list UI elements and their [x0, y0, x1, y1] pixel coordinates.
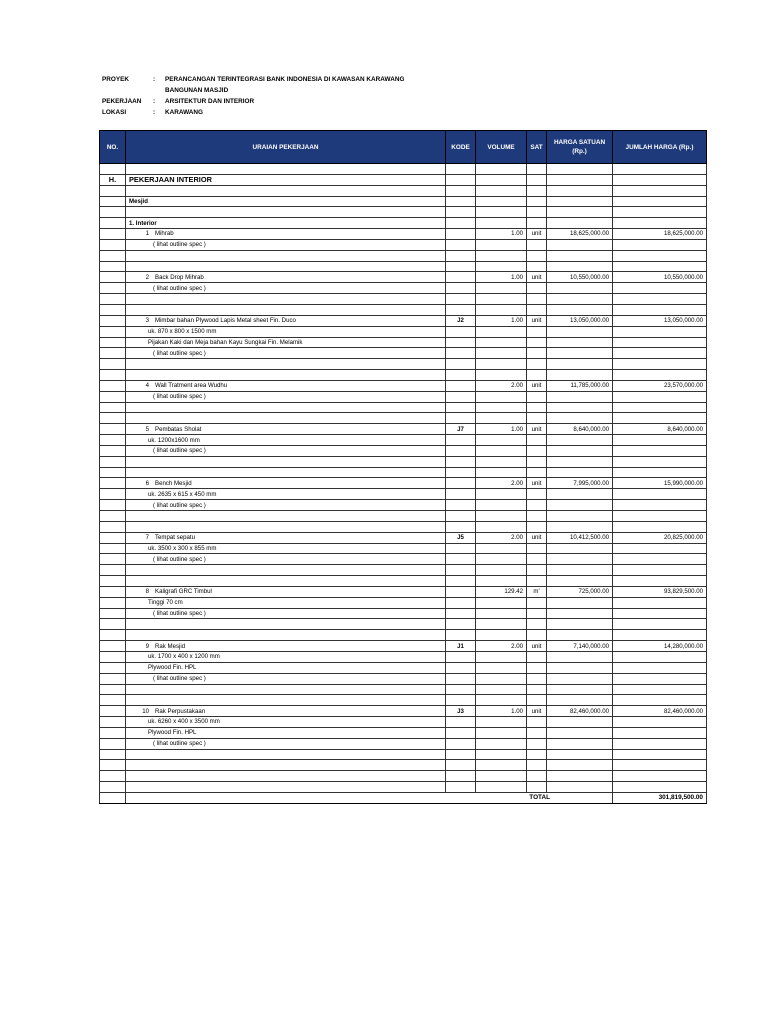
pekerjaan-row [102, 96, 404, 107]
blank-row [100, 695, 707, 706]
table-row [100, 229, 707, 240]
blank-row [100, 749, 707, 760]
col-sat: SAT [527, 131, 547, 164]
blank-row [100, 467, 707, 478]
item-name: Tempat sepatu [155, 534, 195, 542]
item-volume: 1.00 [476, 229, 527, 240]
item-detail: ( lihat outline spec ) [126, 391, 446, 402]
item-description [126, 641, 446, 652]
item-detail: ( lihat outline spec ) [126, 348, 446, 359]
item-number: 2 [145, 273, 149, 281]
detail-row [100, 597, 707, 608]
item-harga: 11,785,000.00 [547, 380, 613, 391]
item-sat: unit [527, 315, 547, 326]
item-number: 6 [145, 479, 149, 487]
blank-row [100, 359, 707, 370]
table-row [100, 272, 707, 283]
item-name: Back Drop Mihrab [155, 273, 204, 281]
detail-row [100, 489, 707, 500]
blank-row [100, 565, 707, 576]
item-sat: unit [527, 532, 547, 543]
proyek-row-2 [102, 85, 404, 96]
item-description [126, 586, 446, 597]
lokasi-value: KARAWANG [165, 109, 203, 116]
blank-row [100, 782, 707, 793]
blank-row [100, 185, 707, 196]
item-jumlah: 14,280,000.00 [613, 641, 707, 652]
item-sat: unit [527, 229, 547, 240]
proyek-value: PERANCANGAN TERINTEGRASI BANK INDONESIA DI KAWASAN KARAWANG [165, 76, 405, 83]
item-number: 10 [142, 707, 149, 715]
item-sat: unit [527, 380, 547, 391]
item-volume: 1.00 [476, 424, 527, 435]
item-description [126, 315, 446, 326]
table-row [100, 315, 707, 326]
colon: : [153, 109, 156, 116]
item-number: 9 [145, 642, 149, 650]
item-harga: 82,460,000.00 [547, 706, 613, 717]
pekerjaan-label: PEKERJAAN [102, 98, 142, 105]
item-kode [446, 272, 476, 283]
section-code: H. [100, 174, 126, 185]
detail-row [100, 554, 707, 565]
item-jumlah: 23,570,000.00 [613, 380, 707, 391]
item-kode: J3 [446, 706, 476, 717]
item-description [126, 706, 446, 717]
item-kode: J7 [446, 424, 476, 435]
item-volume: 2.00 [476, 478, 527, 489]
blank-row [100, 164, 707, 175]
detail-row [100, 445, 707, 456]
item-detail: ( lihat outline spec ) [126, 673, 446, 684]
blank-row [100, 771, 707, 782]
item-kode: J2 [446, 315, 476, 326]
item-volume: 2.00 [476, 532, 527, 543]
item-detail: ( lihat outline spec ) [126, 738, 446, 749]
detail-row [100, 662, 707, 673]
col-no: NO. [100, 131, 126, 164]
detail-row [100, 608, 707, 619]
item-sat: unit [527, 478, 547, 489]
item-number: 7 [145, 534, 149, 542]
proyek-value-2: BANGUNAN MASJID [165, 87, 229, 94]
item-harga: 18,625,000.00 [547, 229, 613, 240]
table-row [100, 532, 707, 543]
blank-row [100, 521, 707, 532]
item-sat: unit [527, 272, 547, 283]
item-volume: 129.42 [476, 586, 527, 597]
item-volume: 2.00 [476, 380, 527, 391]
item-number: 1 [145, 230, 149, 238]
blank-row [100, 413, 707, 424]
table-row [100, 586, 707, 597]
item-jumlah: 82,460,000.00 [613, 706, 707, 717]
blank-row [100, 370, 707, 381]
item-number: 4 [145, 382, 149, 390]
table-row [100, 380, 707, 391]
item-jumlah: 93,829,500.00 [613, 586, 707, 597]
item-name: Mihrab [155, 230, 174, 238]
section-title: PEKERJAAN INTERIOR [126, 174, 446, 185]
item-jumlah: 8,640,000.00 [613, 424, 707, 435]
item-description [126, 229, 446, 240]
total-label: TOTAL [126, 792, 613, 803]
item-volume: 2.00 [476, 641, 527, 652]
item-harga: 10,412,500.00 [547, 532, 613, 543]
item-detail: ( lihat outline spec ) [126, 239, 446, 250]
col-kode: KODE [446, 131, 476, 164]
blank-row [100, 630, 707, 641]
item-kode: J1 [446, 641, 476, 652]
proyek-label: PROYEK [102, 76, 129, 83]
item-jumlah: 18,625,000.00 [613, 229, 707, 240]
item-kode [446, 380, 476, 391]
proyek-row [102, 74, 404, 85]
item-detail: uk. 6260 x 400 x 3500 mm [126, 717, 446, 728]
item-volume: 1.00 [476, 706, 527, 717]
table-header-row [100, 131, 707, 164]
item-name: Pembatas Sholat [155, 425, 202, 433]
table-row [100, 641, 707, 652]
item-sat: unit [527, 641, 547, 652]
detail-row [100, 500, 707, 511]
item-name: Rak Perpustakaan [155, 707, 206, 715]
detail-row [100, 337, 707, 348]
blank-row [100, 294, 707, 305]
group-title: 1. Interior [126, 218, 446, 229]
item-description [126, 380, 446, 391]
item-jumlah: 13,050,000.00 [613, 315, 707, 326]
blank-row [100, 511, 707, 522]
item-name: Kaligrafi GRC Timbul [155, 588, 212, 596]
detail-row [100, 283, 707, 294]
item-harga: 725,000.00 [547, 586, 613, 597]
item-description [126, 478, 446, 489]
item-detail: uk. 3500 x 300 x 855 mm [126, 543, 446, 554]
detail-row [100, 435, 707, 446]
item-detail: Plywood Fin. HPL [126, 727, 446, 738]
item-detail: uk. 1700 x 400 x 1200 mm [126, 651, 446, 662]
item-detail: Pijakan Kaki dan Meja bahan Kayu Sungkai Fin. Melamik [126, 337, 446, 348]
item-detail: ( lihat outline spec ) [126, 445, 446, 456]
project-info [102, 74, 404, 118]
blank-row [100, 684, 707, 695]
item-number: 8 [145, 588, 149, 596]
item-name: Rak Mesjid [155, 642, 186, 650]
item-sat: unit [527, 706, 547, 717]
item-description [126, 272, 446, 283]
item-harga: 8,640,000.00 [547, 424, 613, 435]
detail-row [100, 673, 707, 684]
item-detail: Plywood Fin. HPL [126, 662, 446, 673]
item-harga: 10,550,000.00 [547, 272, 613, 283]
detail-row [100, 717, 707, 728]
blank-row [100, 402, 707, 413]
item-jumlah: 20,825,000.00 [613, 532, 707, 543]
detail-row [100, 651, 707, 662]
blank-row [100, 304, 707, 315]
table-row [100, 478, 707, 489]
blank-row [100, 576, 707, 587]
item-name: Mimbar bahan Plywood Lapis Metal sheet Fin. Duco [155, 317, 296, 325]
item-detail: ( lihat outline spec ) [126, 608, 446, 619]
item-sat: m' [527, 586, 547, 597]
colon: : [153, 76, 156, 83]
blank-row [100, 760, 707, 771]
item-kode [446, 229, 476, 240]
blank-row [100, 619, 707, 630]
subsection-title: Mesjid [126, 196, 446, 207]
detail-row [100, 738, 707, 749]
item-name: Bench Mesjid [155, 479, 192, 487]
col-volume: VOLUME [476, 131, 527, 164]
item-harga: 7,140,000.00 [547, 641, 613, 652]
item-number: 5 [145, 425, 149, 433]
detail-row [100, 543, 707, 554]
table-body [100, 164, 707, 804]
col-uraian: URAIAN PEKERJAAN [126, 131, 446, 164]
item-jumlah: 10,550,000.00 [613, 272, 707, 283]
item-number: 3 [145, 317, 149, 325]
total-row [100, 792, 707, 803]
blank-row [100, 207, 707, 218]
blank-row [100, 250, 707, 261]
item-detail: ( lihat outline spec ) [126, 554, 446, 565]
blank-row [100, 456, 707, 467]
item-detail: ( lihat outline spec ) [126, 500, 446, 511]
table-row [100, 706, 707, 717]
lokasi-row [102, 107, 404, 118]
boq-table [99, 130, 707, 804]
detail-row [100, 239, 707, 250]
group-row [100, 218, 707, 229]
detail-row [100, 348, 707, 359]
blank-row [100, 261, 707, 272]
item-detail: uk. 1200x1600 mm [126, 435, 446, 446]
detail-row [100, 391, 707, 402]
item-description [126, 424, 446, 435]
pekerjaan-value: ARSITEKTUR DAN INTERIOR [165, 98, 255, 105]
lokasi-label: LOKASI [102, 109, 127, 116]
col-harga: HARGA SATUAN (Rp.) [547, 131, 613, 164]
detail-row [100, 727, 707, 738]
item-name: Wall Tratment area Wudhu [155, 382, 228, 390]
item-description [126, 532, 446, 543]
table-row [100, 424, 707, 435]
item-detail: uk. 870 x 800 x 1500 mm [126, 326, 446, 337]
item-kode [446, 478, 476, 489]
item-sat: unit [527, 424, 547, 435]
item-harga: 7,995,000.00 [547, 478, 613, 489]
item-detail: uk. 2635 x 615 x 450 mm [126, 489, 446, 500]
item-detail: ( lihat outline spec ) [126, 283, 446, 294]
item-volume: 1.00 [476, 272, 527, 283]
item-volume: 1.00 [476, 315, 527, 326]
item-harga: 13,050,000.00 [547, 315, 613, 326]
col-jumlah: JUMLAH HARGA (Rp.) [613, 131, 707, 164]
subsection-row [100, 196, 707, 207]
detail-row [100, 326, 707, 337]
item-kode: J5 [446, 532, 476, 543]
item-kode [446, 586, 476, 597]
item-detail: Tinggi 70 cm [126, 597, 446, 608]
item-jumlah: 15,990,000.00 [613, 478, 707, 489]
colon: : [153, 98, 156, 105]
total-value: 301,819,500.00 [613, 792, 707, 803]
section-row [100, 174, 707, 185]
